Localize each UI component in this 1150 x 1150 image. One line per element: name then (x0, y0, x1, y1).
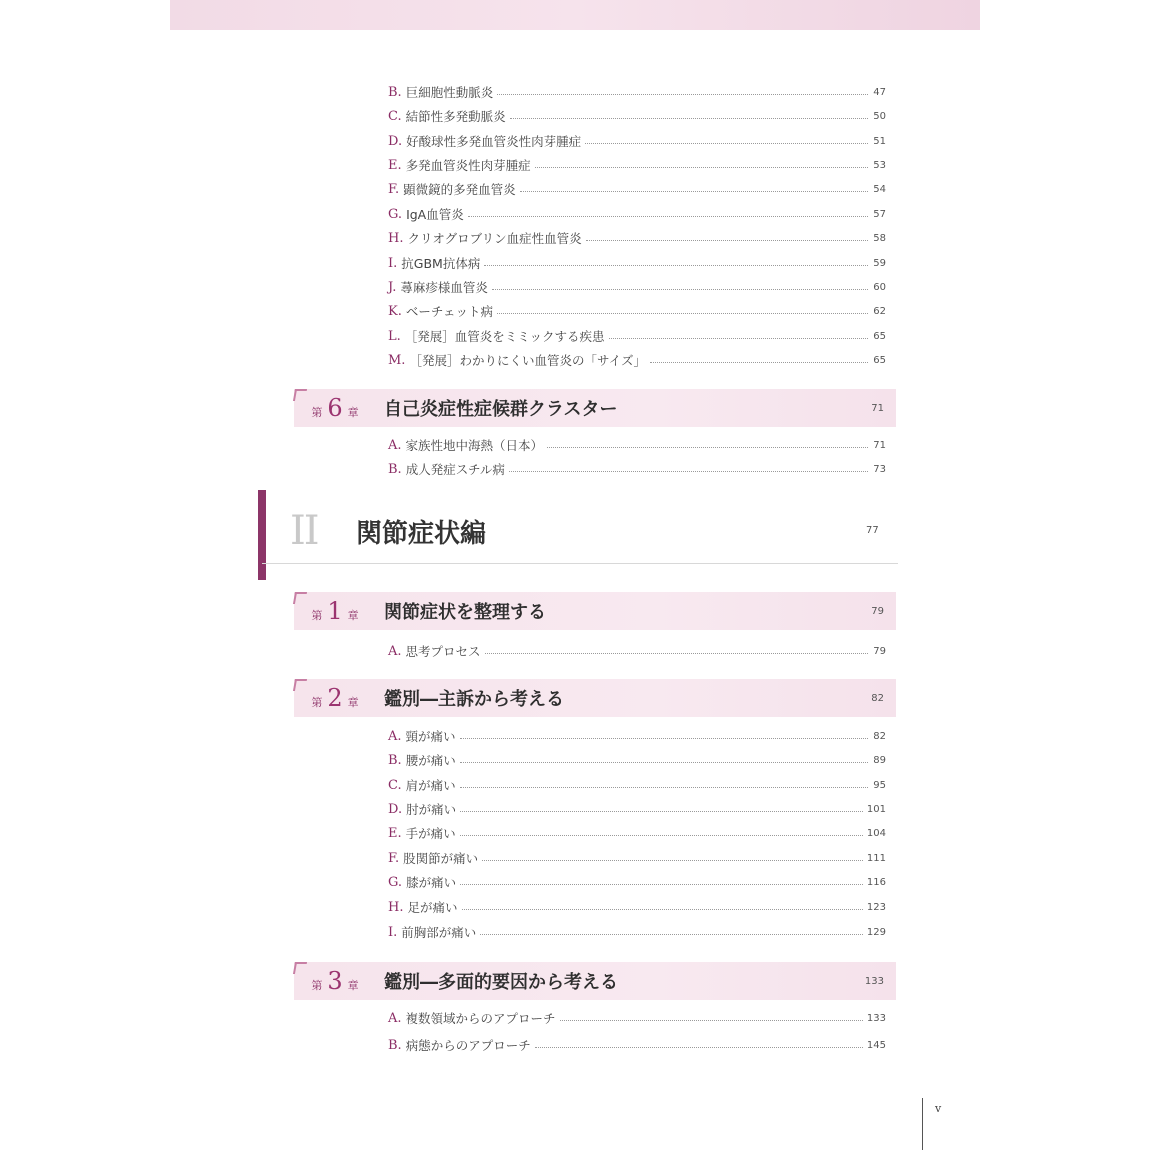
chapter-label (294, 967, 376, 995)
entry-page: 145 (866, 1039, 886, 1051)
part-numeral: II (290, 508, 318, 554)
toc-entry[interactable] (388, 81, 886, 103)
toc-entry[interactable] (388, 725, 886, 747)
toc-entry[interactable] (388, 921, 886, 943)
entry-page: 104 (866, 827, 886, 839)
entry-letter: E. (388, 825, 402, 841)
toc-entry[interactable] (388, 847, 886, 869)
entry-letter: A. (388, 728, 402, 744)
entry-title: 腰が痛い (405, 753, 456, 768)
chapter-label (294, 394, 376, 422)
chapter-label (294, 684, 376, 712)
entry-title: 好酸球性多発血管炎性肉芽腫症 (406, 134, 582, 149)
chapter-page: 133 (864, 975, 884, 987)
entry-title: 家族性地中海熱（日本） (405, 438, 544, 453)
entry-letter: C. (388, 777, 402, 793)
chapter-number: 3 (327, 967, 343, 995)
dot-leader (609, 338, 868, 339)
entry-page: 116 (866, 876, 886, 888)
entry-page: 101 (866, 803, 886, 815)
entry-letter: J. (388, 279, 397, 295)
chapter-suffix: 章 (347, 696, 359, 709)
toc-entry[interactable] (388, 154, 886, 176)
chapter-page: 71 (871, 402, 884, 414)
corner-ornament (293, 592, 307, 604)
toc-entry[interactable] (388, 227, 886, 249)
entry-title: 思考プロセス (405, 644, 481, 659)
chapter-heading-2[interactable] (294, 679, 896, 717)
part-page: 77 (866, 525, 879, 536)
entry-title: 股関節が痛い (403, 851, 479, 866)
toc-entry[interactable] (388, 130, 886, 152)
page-number: v (935, 1102, 942, 1115)
chapter-page: 79 (871, 605, 884, 617)
chapter-number: 2 (327, 684, 343, 712)
toc-entry[interactable] (388, 774, 886, 796)
entry-letter: K. (388, 303, 402, 319)
header-band (170, 0, 980, 30)
toc-entry[interactable] (388, 798, 886, 820)
dot-leader (560, 1020, 863, 1021)
entry-title: クリオグロブリン血症性血管炎 (407, 231, 582, 246)
entry-page: 65 (873, 330, 886, 342)
chapter-page: 82 (871, 692, 884, 704)
entry-page: 123 (866, 901, 886, 913)
dot-leader (460, 787, 868, 788)
entry-letter: I. (388, 255, 398, 271)
dot-leader (460, 835, 863, 836)
entry-page: 47 (873, 86, 886, 98)
dot-leader (497, 313, 868, 314)
entry-title: 手が痛い (405, 826, 456, 841)
entry-page: 71 (873, 439, 886, 451)
entry-title: 巨細胞性動脈炎 (405, 85, 494, 100)
chapter-title: 鑑別―主訴から考える (384, 689, 564, 710)
entry-letter: H. (388, 899, 404, 915)
dot-leader (509, 471, 868, 472)
entry-letter: M. (388, 352, 406, 368)
entry-title: 膝が痛い (406, 875, 457, 890)
dot-leader (468, 216, 868, 217)
entry-title: 前胸部が痛い (401, 925, 477, 940)
entry-title: 多発血管炎性肉芽腫症 (405, 158, 531, 173)
chapter-heading-6[interactable] (294, 389, 896, 427)
entry-letter: A. (388, 437, 402, 453)
entry-title: 病態からのアプローチ (405, 1038, 531, 1053)
toc-entry[interactable] (388, 252, 886, 274)
entry-page: 79 (873, 645, 886, 657)
part-divider (262, 563, 898, 564)
entry-title: 足が痛い (407, 900, 458, 915)
chapter-suffix: 章 (347, 979, 359, 992)
entry-title: 複数領域からのアプローチ (405, 1011, 556, 1026)
chapter-prefix: 第 (311, 609, 323, 622)
entry-page: 51 (873, 135, 886, 147)
chapter-prefix: 第 (311, 406, 323, 419)
entry-page: 73 (873, 463, 886, 475)
chapter-heading-1[interactable] (294, 592, 896, 630)
dot-leader (484, 265, 868, 266)
chapter-suffix: 章 (347, 406, 359, 419)
dot-leader (497, 94, 868, 95)
entry-letter: I. (388, 924, 398, 940)
dot-leader (510, 118, 868, 119)
chapter-title: 自己炎症性症候群クラスター (384, 399, 618, 420)
entry-page: 57 (873, 208, 886, 220)
entry-letter: F. (388, 181, 400, 197)
entry-page: 54 (873, 183, 886, 195)
dot-leader (585, 143, 868, 144)
entry-title: ベーチェット病 (405, 304, 493, 319)
toc-entry[interactable] (388, 749, 886, 771)
entry-page: 129 (866, 926, 886, 938)
entry-title: 肘が痛い (406, 802, 457, 817)
chapter-title: 鑑別―多面的要因から考える (384, 972, 618, 993)
dot-leader (462, 909, 863, 910)
entry-page: 60 (873, 281, 886, 293)
entry-title: 頸が痛い (405, 729, 456, 744)
toc-entry[interactable] (388, 434, 886, 456)
chapter-heading-3[interactable] (294, 962, 896, 1000)
entry-letter: C. (388, 108, 402, 124)
entry-page: 59 (873, 257, 886, 269)
entry-title: ［発展］わかりにくい血管炎の「サイズ」 (409, 353, 646, 368)
chapter-prefix: 第 (311, 696, 323, 709)
entry-page: 62 (873, 305, 886, 317)
entry-page: 133 (866, 1012, 886, 1024)
entry-page: 65 (873, 354, 886, 366)
entry-page: 111 (866, 852, 886, 864)
toc-entry[interactable] (388, 178, 886, 200)
dot-leader (535, 167, 868, 168)
entry-page: 89 (873, 754, 886, 766)
toc-entry[interactable] (388, 1034, 886, 1056)
dot-leader (586, 240, 868, 241)
toc-entry[interactable] (388, 276, 886, 298)
entry-title: 成人発症スチル病 (405, 462, 505, 477)
entry-page: 50 (873, 110, 886, 122)
entry-page: 82 (873, 730, 886, 742)
folio-rule (922, 1098, 923, 1150)
entry-title: 抗GBM抗体病 (401, 256, 481, 271)
dot-leader (460, 762, 868, 763)
toc-entry[interactable] (388, 325, 886, 347)
toc-entry[interactable] (388, 1007, 886, 1029)
dot-leader (460, 884, 863, 885)
chapter-suffix: 章 (347, 609, 359, 622)
chapter-number: 6 (327, 394, 343, 422)
dot-leader (650, 362, 868, 363)
toc-entry[interactable] (388, 871, 886, 893)
entry-page: 95 (873, 779, 886, 791)
entry-letter: A. (388, 1010, 402, 1026)
corner-ornament (293, 962, 307, 974)
dot-leader (482, 860, 863, 861)
dot-leader (492, 289, 868, 290)
entry-letter: E. (388, 157, 402, 173)
chapter-title: 関節症状を整理する (384, 602, 546, 623)
entry-letter: F. (388, 850, 400, 866)
dot-leader (520, 191, 868, 192)
entry-letter: B. (388, 1037, 402, 1053)
entry-title: ［発展］血管炎をミミックする疾患 (404, 329, 605, 344)
entry-letter: H. (388, 230, 404, 246)
entry-page: 58 (873, 232, 886, 244)
entry-letter: B. (388, 461, 402, 477)
toc-entry[interactable] (388, 896, 886, 918)
entry-page: 53 (873, 159, 886, 171)
entry-letter: B. (388, 752, 402, 768)
chapter-label (294, 597, 376, 625)
part-accent-bar (258, 490, 266, 580)
toc-entry[interactable] (388, 203, 886, 225)
dot-leader (460, 738, 868, 739)
dot-leader (485, 653, 868, 654)
entry-title: 肩が痛い (405, 778, 456, 793)
corner-ornament (293, 389, 307, 401)
chapter-prefix: 第 (311, 979, 323, 992)
entry-title: IgA血管炎 (406, 207, 464, 222)
part-title[interactable]: 関節症状編 (356, 519, 487, 549)
entry-letter: D. (388, 133, 403, 149)
dot-leader (547, 447, 868, 448)
entry-title: 結節性多発動脈炎 (405, 109, 506, 124)
entry-letter: B. (388, 84, 402, 100)
entry-letter: G. (388, 874, 403, 890)
chapter-number: 1 (327, 597, 343, 625)
dot-leader (535, 1047, 863, 1048)
entry-letter: G. (388, 206, 403, 222)
entry-title: 顕微鏡的多発血管炎 (403, 182, 516, 197)
dot-leader (460, 811, 863, 812)
toc-entry[interactable] (388, 105, 886, 127)
toc-entry[interactable] (388, 640, 886, 662)
entry-letter: D. (388, 801, 403, 817)
toc-entry[interactable] (388, 458, 886, 480)
entry-letter: A. (388, 643, 402, 659)
toc-entry[interactable] (388, 822, 886, 844)
entry-title: 蕁麻疹様血管炎 (400, 280, 488, 295)
toc-entry[interactable] (388, 300, 886, 322)
entry-letter: L. (388, 328, 401, 344)
corner-ornament (293, 679, 307, 691)
toc-entry[interactable] (388, 349, 886, 371)
dot-leader (480, 934, 863, 935)
